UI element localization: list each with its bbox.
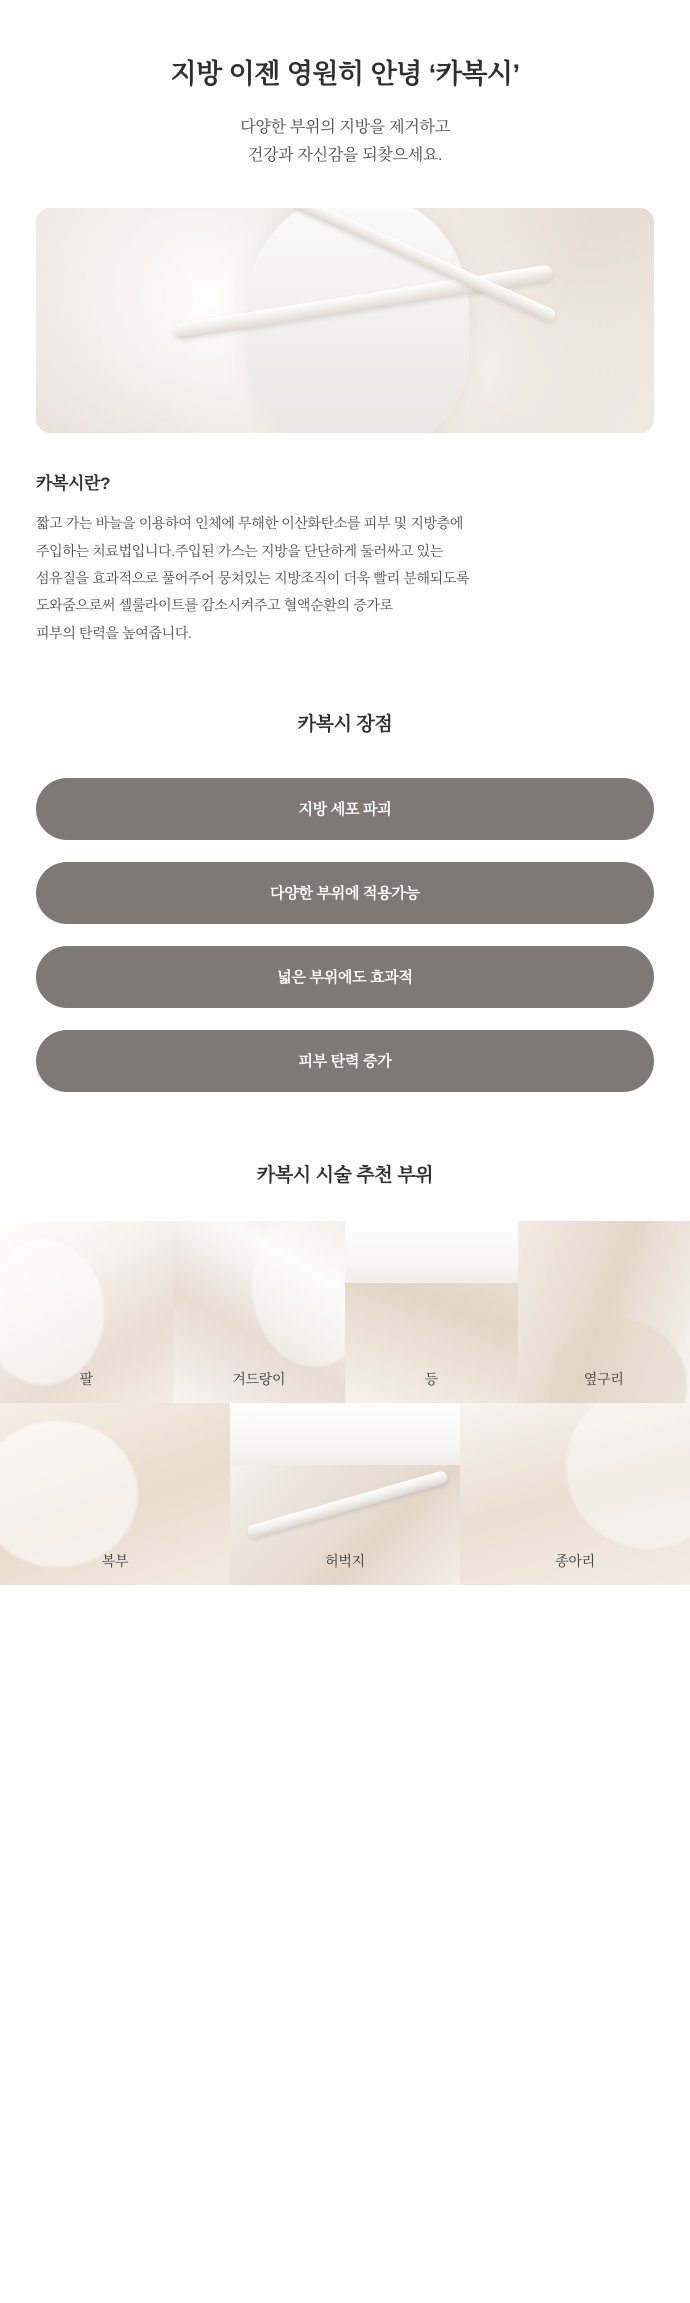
area-label: 겨드랑이 [232, 1370, 286, 1387]
area-label: 허벅지 [325, 1552, 365, 1569]
description-line-4: 도와줌으로써 셀룰라이트를 감소시켜주고 혈액순환의 증가로 [36, 597, 393, 614]
area-label: 등 [424, 1370, 438, 1387]
area-cell [460, 1403, 690, 1585]
benefit-item: 넓은 부위에도 효과적 [36, 946, 654, 1008]
benefit-item: 지방 세포 파괴 [36, 778, 654, 840]
description-line-5: 피부의 탄력을 높여줍니다. [36, 624, 192, 641]
hero-image-photo [36, 208, 654, 433]
description-title: 카복시란? [36, 474, 111, 494]
area-label: 복부 [101, 1552, 129, 1569]
hero-subtitle-line-1: 다양한 부위의 지방을 제거하고 [240, 119, 450, 137]
area-cell [0, 1403, 230, 1585]
description-line-3: 섬유질을 효과적으로 풀어주어 뭉쳐있는 지방조직이 더욱 빨리 분해되도록 [36, 570, 470, 587]
page-title: 지방 이젠 영원히 안녕 ‘카복시’ [170, 59, 520, 89]
benefit-item: 피부 탄력 증가 [36, 1030, 654, 1092]
hero-subtitle [0, 114, 690, 170]
description-section [36, 469, 654, 646]
area-cell [345, 1221, 518, 1403]
area-photo-highlight [230, 1403, 460, 1465]
description-line-1: 짧고 가는 바늘을 이용하여 인체에 무해한 이산화탄소를 피부 및 지방층에 [36, 515, 464, 532]
areas-grid [0, 1221, 690, 1585]
area-cell [230, 1403, 460, 1585]
hero-image [36, 208, 654, 433]
area-label: 팔 [79, 1370, 93, 1387]
hero-section [0, 0, 690, 170]
description-line-2: 주입하는 치료법입니다.주입된 가스는 지방을 단단하게 둘러싸고 있는 [36, 542, 443, 559]
benefits-list [36, 778, 654, 1092]
areas-heading: 카복시 시술 추천 부위 [256, 1164, 434, 1186]
benefit-item: 다양한 부위에 적용가능 [36, 862, 654, 924]
description-body [36, 510, 654, 646]
area-photo-highlight [345, 1221, 518, 1283]
area-cell [518, 1221, 690, 1403]
area-label: 종아리 [555, 1552, 595, 1569]
area-cell [0, 1221, 173, 1403]
benefits-heading: 카복시 장점 [297, 713, 393, 735]
hero-subtitle-line-2: 건강과 자신감을 되찾으세요. [247, 147, 443, 165]
area-label: 옆구리 [583, 1370, 624, 1387]
area-cell [173, 1221, 346, 1403]
